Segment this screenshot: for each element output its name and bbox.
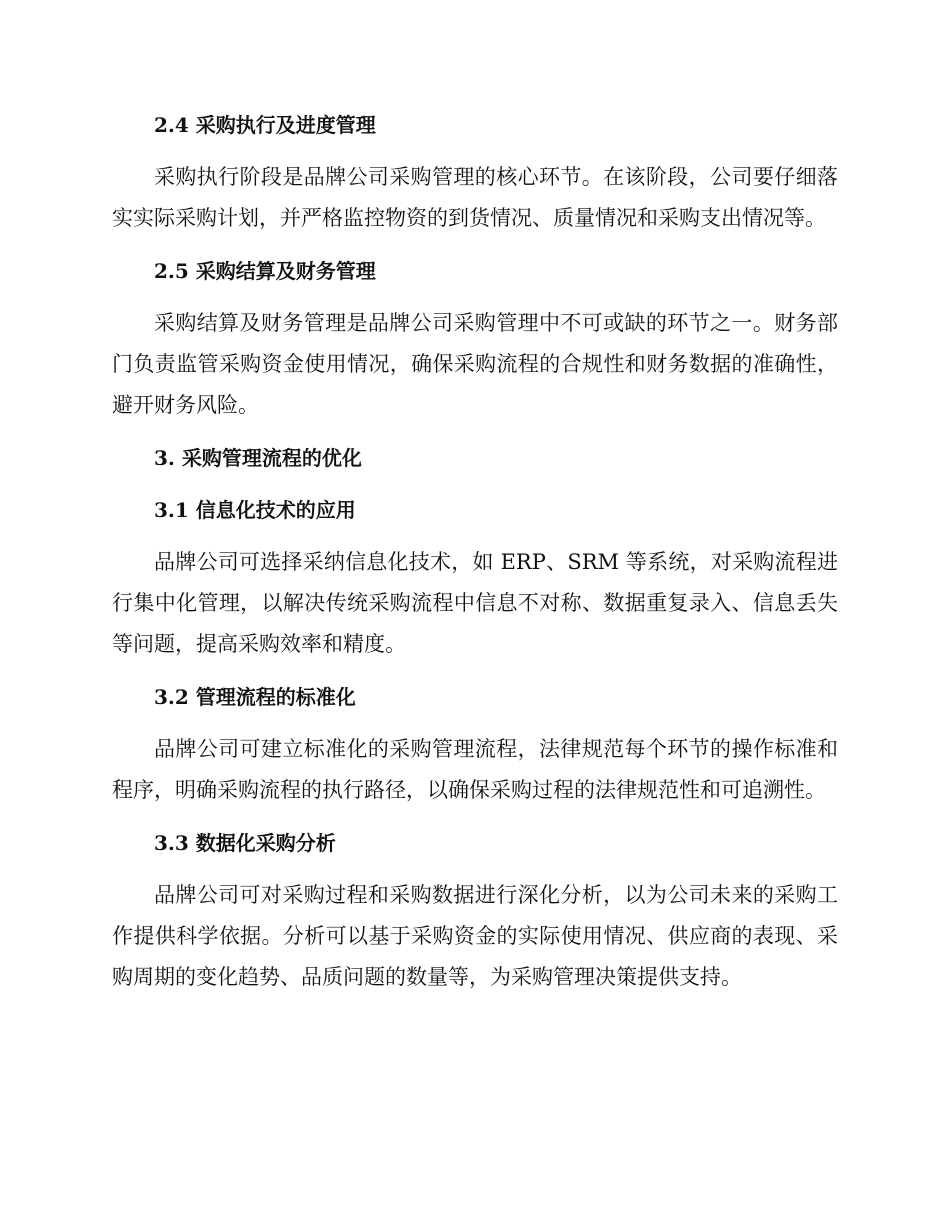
section-paragraph-3-2: 品牌公司可建立标准化的采购管理流程，法律规范每个环节的操作标准和程序，明确采购流程的执行路径，以确保采购过程的法律规范性和可追溯性。 — [112, 737, 838, 802]
section-paragraph-2-5: 采购结算及财务管理是品牌公司采购管理中不可或缺的环节之一。财务部门负责监管采购资金使用情况，确保采购流程的合规性和财务数据的准确性，避开财务风险。 — [112, 311, 838, 417]
section-heading-2-5: 2.5 采购结算及财务管理 — [154, 259, 376, 283]
section-heading-3: 3. 采购管理流程的优化 — [154, 446, 362, 470]
section-paragraph-3-3: 品牌公司可对采购过程和采购数据进行深化分析，以为公司未来的采购工作提供科学依据。分析可以基于采购资金的实际使用情况、供应商的表现、采购周期的变化趋势、品质问题的数量等，为采购管理决策提供支持。 — [112, 883, 838, 989]
section-heading-3-3: 3.3 数据化采购分析 — [154, 831, 336, 855]
section-heading-2-4: 2.4 采购执行及进度管理 — [154, 113, 376, 137]
document-page — [112, 105, 838, 998]
section-heading-3-2: 3.2 管理流程的标准化 — [154, 685, 356, 709]
section-paragraph-2-4: 采购执行阶段是品牌公司采购管理的核心环节。在该阶段，公司要仔细落实实际采购计划，并严格监控物资的到货情况、质量情况和采购支出情况等。 — [112, 165, 838, 230]
section-paragraph-3-1: 品牌公司可选择采纳信息化技术，如 ERP、SRM 等系统，对采购流程进行集中化管理，以解决传统采购流程中信息不对称、数据重复录入、信息丢失等问题，提高采购效率和精度。 — [112, 550, 838, 656]
section-heading-3-1: 3.1 信息化技术的应用 — [154, 498, 356, 522]
